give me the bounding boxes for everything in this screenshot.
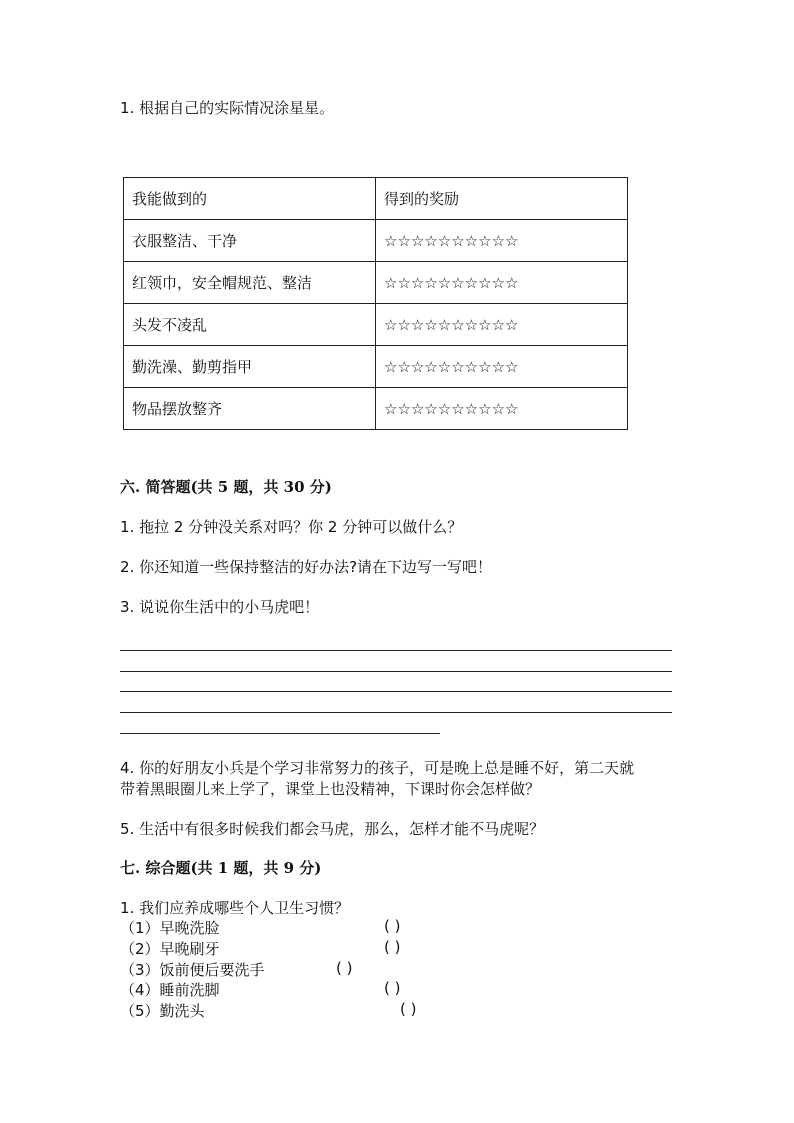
answer-line[interactable] (120, 650, 672, 651)
answer-line[interactable] (120, 691, 672, 692)
table-row (124, 388, 628, 430)
habit-option-blank[interactable]: ( ) (384, 938, 401, 956)
table-row (124, 304, 628, 346)
section-6-question-4-line-1: 4. 你的好朋友小兵是个学习非常努力的孩子，可是晚上总是睡不好，第二天就 (120, 759, 635, 777)
section-6-question-5: 5. 生活中有很多时候我们都会马虎，那么，怎样才能不马虎呢？ (120, 820, 545, 838)
habit-option-label: （3）饭前便后要洗手 (120, 961, 265, 979)
section-6-question-2: 2. 你还知道一些保持整洁的好办法?请在下边写一写吧！ (120, 558, 493, 576)
section-7-question-1: 1. 我们应养成哪些个人卫生习惯？ (120, 899, 350, 917)
habit-option-label: （2）早晚刷牙 (120, 940, 220, 958)
habit-option-blank[interactable]: ( ) (400, 1000, 417, 1018)
table-cell-item: 红领巾，安全帽规范、整洁 (124, 262, 376, 304)
table-row (124, 346, 628, 388)
table-cell-stars[interactable]: ☆☆☆☆☆☆☆☆☆☆ (376, 262, 628, 304)
question-1-color-stars: 1. 根据自己的实际情况涂星星。 (120, 99, 335, 117)
answer-line[interactable] (120, 712, 672, 713)
table-header-cell: 得到的奖励 (376, 178, 628, 220)
section-6-title: 六. 简答题(共 5 题，共 30 分) (120, 478, 332, 496)
table-cell-stars[interactable]: ☆☆☆☆☆☆☆☆☆☆ (376, 346, 628, 388)
section-7-title: 七. 综合题(共 1 题，共 9 分) (120, 859, 322, 877)
table-cell-stars[interactable]: ☆☆☆☆☆☆☆☆☆☆ (376, 304, 628, 346)
habit-option-label: （5）勤洗头 (120, 1002, 205, 1020)
answer-line[interactable] (120, 733, 440, 734)
habit-option-blank[interactable]: ( ) (384, 917, 401, 935)
section-6-question-3: 3. 说说你生活中的小马虎吧！ (120, 598, 320, 616)
table-cell-item: 衣服整洁、干净 (124, 220, 376, 262)
table-cell-stars[interactable]: ☆☆☆☆☆☆☆☆☆☆ (376, 220, 628, 262)
table-header-row (124, 178, 628, 220)
table-header-cell: 我能做到的 (124, 178, 376, 220)
table-cell-item: 物品摆放整齐 (124, 388, 376, 430)
habit-option-label: （1）早晚洗脸 (120, 919, 220, 937)
section-6-question-4-line-2: 带着黑眼圈儿来上学了，课堂上也没精神，下课时你会怎样做？ (120, 780, 541, 798)
stars-table (123, 177, 628, 430)
habit-option-label: （4）睡前洗脚 (120, 981, 220, 999)
table-cell-item: 头发不凌乱 (124, 304, 376, 346)
table-row (124, 262, 628, 304)
answer-line[interactable] (120, 671, 672, 672)
habit-option-blank[interactable]: ( ) (336, 959, 353, 977)
table-cell-item: 勤洗澡、勤剪指甲 (124, 346, 376, 388)
habit-option-blank[interactable]: ( ) (384, 979, 401, 997)
table-cell-stars[interactable]: ☆☆☆☆☆☆☆☆☆☆ (376, 388, 628, 430)
section-6-question-1: 1. 拖拉 2 分钟没关系对吗？你 2 分钟可以做什么？ (120, 518, 463, 536)
table-row (124, 220, 628, 262)
